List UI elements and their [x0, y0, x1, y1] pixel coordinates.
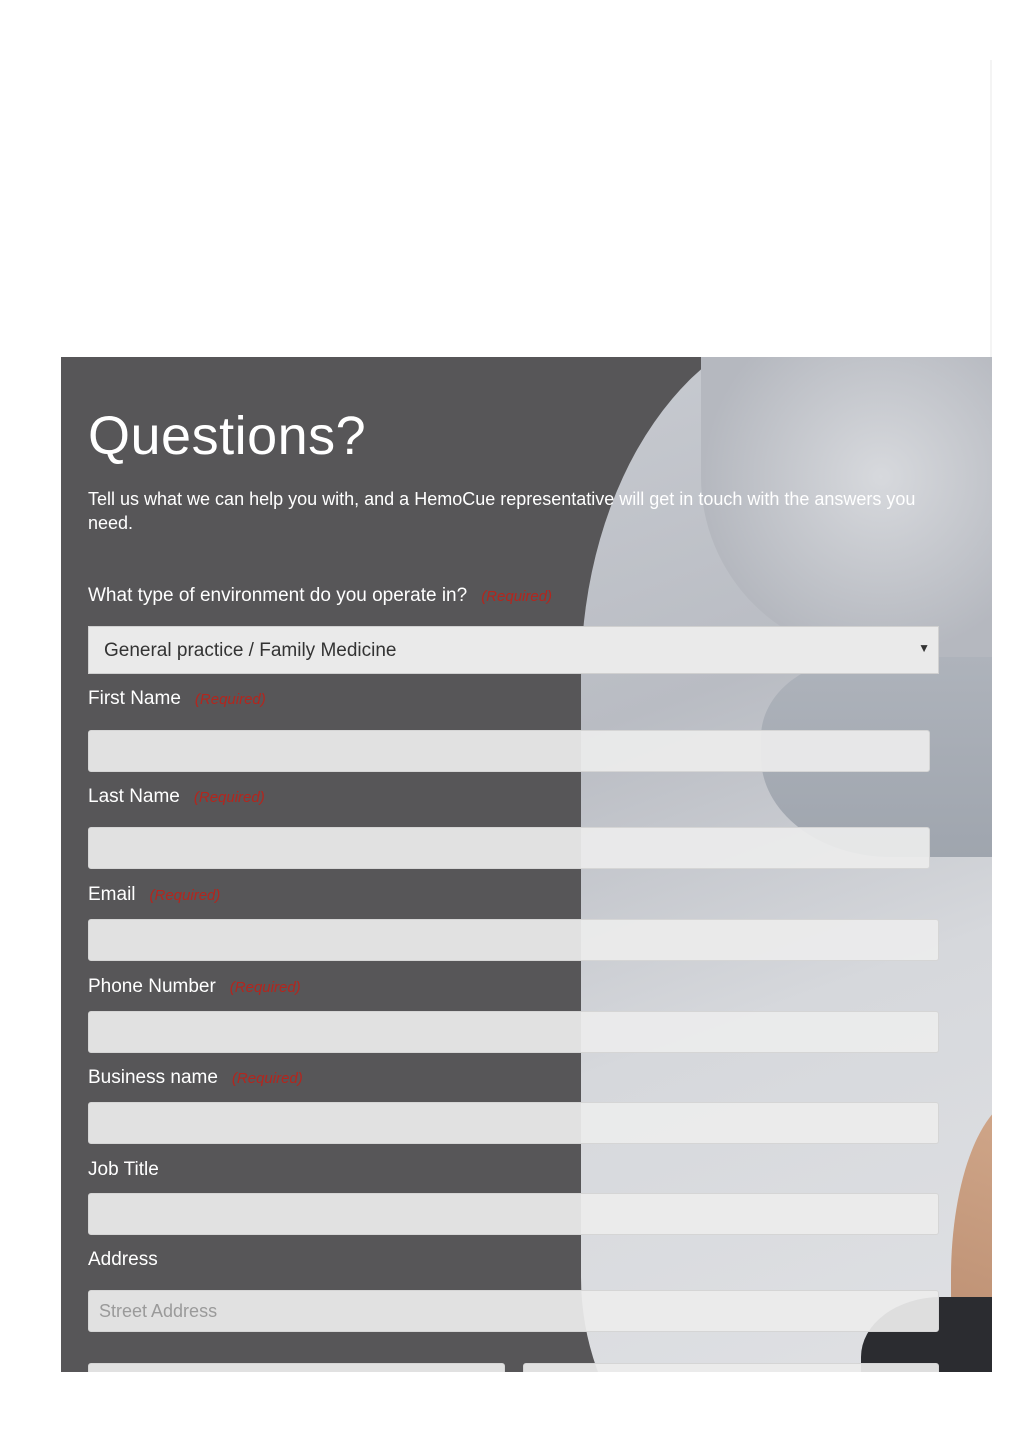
environment-select[interactable]: [88, 626, 939, 674]
address-label-text: Address: [88, 1249, 158, 1270]
address-line-2-input[interactable]: [88, 1363, 505, 1372]
first-name-required-tag: (Required): [194, 691, 266, 708]
phone-input[interactable]: [88, 1011, 939, 1053]
phone-required-tag: (Required): [229, 979, 301, 996]
environment-selected-value: General practice / Family Medicine: [104, 640, 397, 661]
last-name-input[interactable]: [88, 827, 930, 869]
form-title: Questions?: [88, 406, 367, 466]
email-required-tag: (Required): [149, 887, 221, 904]
environment-label: [88, 585, 552, 607]
email-input[interactable]: [88, 919, 939, 961]
first-name-label-text: First Name: [88, 688, 181, 709]
email-label: [88, 884, 220, 906]
page-edge-divider: [990, 60, 992, 360]
phone-label-text: Phone Number: [88, 976, 216, 997]
first-name-input[interactable]: [88, 730, 930, 772]
caret-down-icon: ▼: [918, 641, 930, 655]
last-name-label-text: Last Name: [88, 786, 180, 807]
business-name-label: [88, 1067, 303, 1089]
job-title-label: [88, 1159, 159, 1181]
last-name-label: [88, 786, 265, 808]
job-title-label-text: Job Title: [88, 1159, 159, 1180]
street-address-input[interactable]: [88, 1290, 939, 1332]
email-label-text: Email: [88, 884, 136, 905]
business-name-input[interactable]: [88, 1102, 939, 1144]
last-name-required-tag: (Required): [193, 789, 265, 806]
business-name-label-text: Business name: [88, 1067, 218, 1088]
environment-required-tag: (Required): [481, 588, 553, 605]
job-title-input[interactable]: [88, 1193, 939, 1235]
business-name-required-tag: (Required): [231, 1070, 303, 1087]
phone-label: [88, 976, 301, 998]
city-input[interactable]: [523, 1363, 939, 1372]
questions-panel: [61, 357, 992, 1372]
environment-label-text: What type of environment do you operate in?: [88, 585, 468, 606]
form-intro: Tell us what we can help you with, and a HemoCue representative will get in touch with the answers you need.: [88, 489, 916, 533]
address-label: [88, 1249, 158, 1271]
first-name-label: [88, 688, 266, 710]
